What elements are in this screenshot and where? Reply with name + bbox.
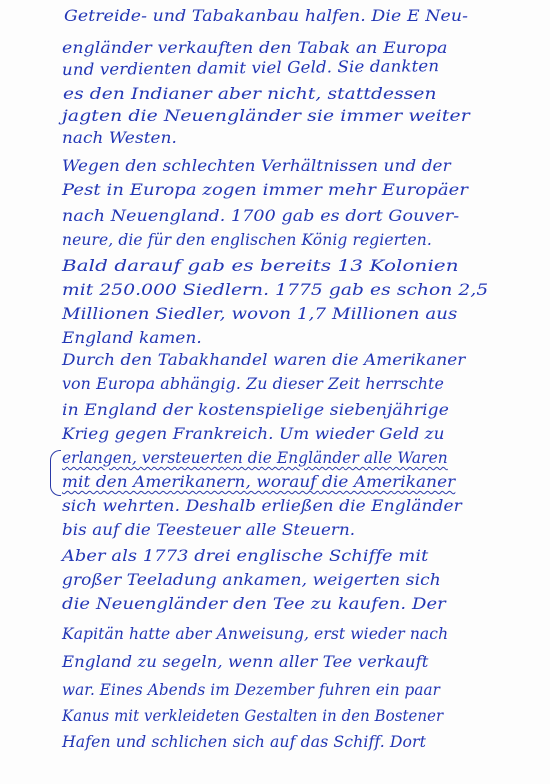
- text-line-26: Kapitän hatte aber Anweisung, erst wieder nach: [62, 624, 449, 643]
- text-line-15: Durch den Tabakhandel waren die Amerikaner: [62, 350, 466, 369]
- text-line-13: Millionen Siedler, wovon 1,7 Millionen aus: [62, 304, 458, 323]
- text-line-12: mit 250.000 Siedlern. 1775 gab es schon 2,5: [62, 280, 489, 299]
- text-line-22: bis auf die Teesteuer alle Steuern.: [62, 520, 356, 539]
- text-line-29: Kanus mit verkleideten Gestalten in den Bostener: [62, 706, 444, 725]
- text-line-9: nach Neuengland. 1700 gab es dort Gouver-: [62, 206, 460, 225]
- text-line-18: Krieg gegen Frankreich. Um wieder Geld zu: [62, 424, 445, 443]
- text-line-4: es den Indianer aber nicht, stattdessen: [63, 84, 437, 103]
- text-line-27: England zu segeln, wenn aller Tee verkauft: [62, 652, 429, 671]
- text-line-20: mit den Amerikanern, worauf die Amerikaner: [62, 472, 456, 491]
- text-line-23: Aber als 1773 drei englische Schiffe mit: [62, 546, 429, 565]
- text-line-5: jagten die Neuengländer sie immer weiter: [62, 106, 470, 125]
- margin-bracket-mark: [50, 450, 61, 496]
- text-line-3: und verdienten damit viel Geld. Sie dankten: [61, 56, 440, 79]
- text-line-19: erlangen, versteuerten die Engländer alle Waren: [62, 448, 448, 467]
- text-line-1: Getreide- und Tabakanbau halfen. Die E Neu-: [64, 6, 469, 25]
- text-line-8: Pest in Europa zogen immer mehr Europäer: [62, 180, 469, 199]
- text-line-14: England kamen.: [62, 328, 202, 347]
- text-line-17: in England der kostenspielige siebenjährige: [62, 400, 450, 419]
- text-line-16: von Europa abhängig. Zu dieser Zeit herrschte: [62, 374, 444, 393]
- text-line-10: neure, die für den englischen König regierten.: [62, 230, 432, 249]
- text-line-6: nach Westen.: [62, 128, 177, 147]
- text-line-7: Wegen den schlechten Verhältnissen und der: [62, 156, 451, 175]
- text-line-25: die Neuengländer den Tee zu kaufen. Der: [62, 594, 446, 613]
- text-line-2: engländer verkauften den Tabak an Europa: [62, 38, 448, 57]
- text-line-21: sich wehrten. Deshalb erließen die Engländer: [62, 496, 462, 515]
- text-line-28: war. Eines Abends im Dezember fuhren ein paar: [62, 680, 441, 699]
- text-line-11: Bald darauf gab es bereits 13 Kolonien: [62, 256, 459, 275]
- text-line-24: großer Teeladung ankamen, weigerten sich: [62, 570, 441, 589]
- text-line-30: Hafen und schlichen sich auf das Schiff. Dort: [62, 732, 427, 751]
